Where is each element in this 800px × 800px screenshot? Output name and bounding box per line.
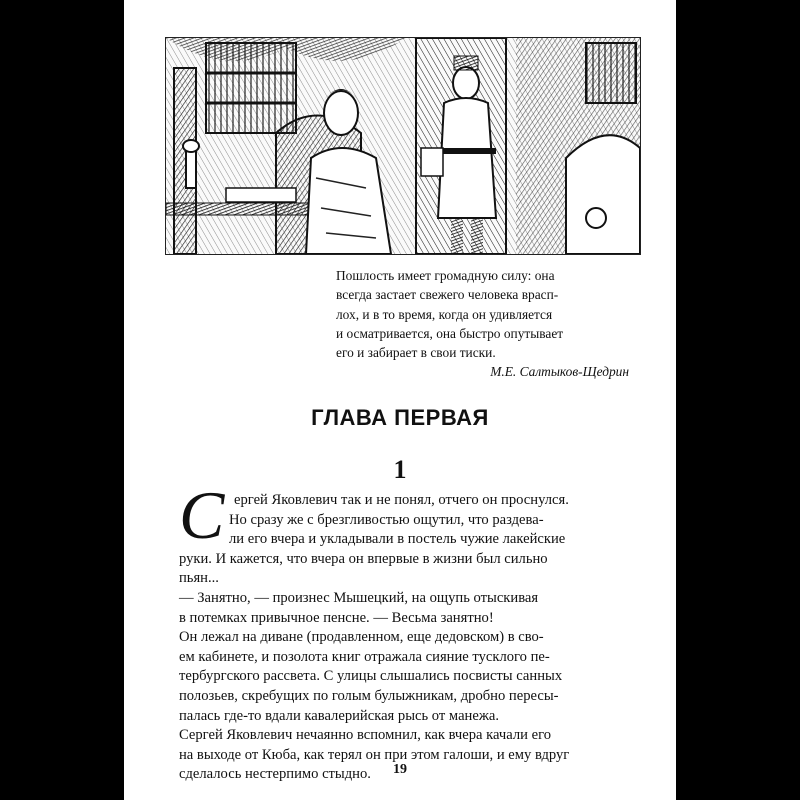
epigraph-line: его и забирает в свои тиски. (336, 345, 496, 361)
text-line: Он лежал на диване (продавленном, еще дедовском) в сво- (179, 629, 544, 646)
text-line: — Занятно, — произнес Мышецкий, на ощупь отыскивая (179, 589, 539, 606)
left-black-border (0, 0, 124, 800)
text-line: Но сразу же с брезгливостью ощутил, что раздева- (229, 511, 544, 528)
body-text (179, 491, 634, 785)
text-line: тербургского рассвета. С улицы слышались посвисты санных (179, 668, 563, 685)
epigraph-line: Пошлость имеет громадную силу: она (336, 268, 555, 283)
text-line: полозьев, скребущих по голым булыжникам, дробно пересы- (179, 687, 559, 704)
drop-cap: С (179, 477, 225, 553)
epigraph-line: всегда застает свежего человека врасп- (336, 287, 559, 303)
text-line: палась где-то вдали кавалерийская рысь от манежа. (179, 707, 500, 724)
right-black-border (676, 0, 800, 800)
text-line: пьян... (179, 570, 219, 587)
chapter-illustration (165, 37, 641, 255)
engraving-drawing (166, 38, 640, 254)
epigraph-line: лох, и в то время, когда он удивляется (336, 306, 553, 322)
epigraph-line: и осматривается, она быстро опутывает (336, 325, 564, 341)
text-line: ергей Яковлевич так и не понял, отчего он проснулся. (234, 492, 569, 508)
text-line: в потемках привычное пенсне. — Весьма занятно! (179, 609, 494, 626)
page-number: 19 (393, 762, 407, 777)
chapter-title: ГЛАВА ПЕРВАЯ (311, 405, 489, 430)
epigraph-author: М.Е. Салтыков-Щедрин (490, 364, 629, 380)
text-line: ли его вчера и укладывали в постель чужие лакейские (229, 531, 566, 548)
epigraph (336, 266, 629, 382)
text-line: на выходе от Кюба, как терял он при этом галоши, и ему вдруг (179, 746, 570, 763)
text-line: сделалось нестерпимо стыдно. (179, 766, 371, 783)
text-line: руки. И кажется, что вчера он впервые в жизни был сильно (179, 550, 548, 567)
text-line: Сергей Яковлевич нечаянно вспомнил, как вчера качали его (179, 727, 552, 744)
section-number: 1 (393, 455, 407, 484)
book-page (124, 0, 676, 800)
text-line: ем кабинете, и позолота книг отражала сияние тусклого пе- (179, 648, 550, 665)
